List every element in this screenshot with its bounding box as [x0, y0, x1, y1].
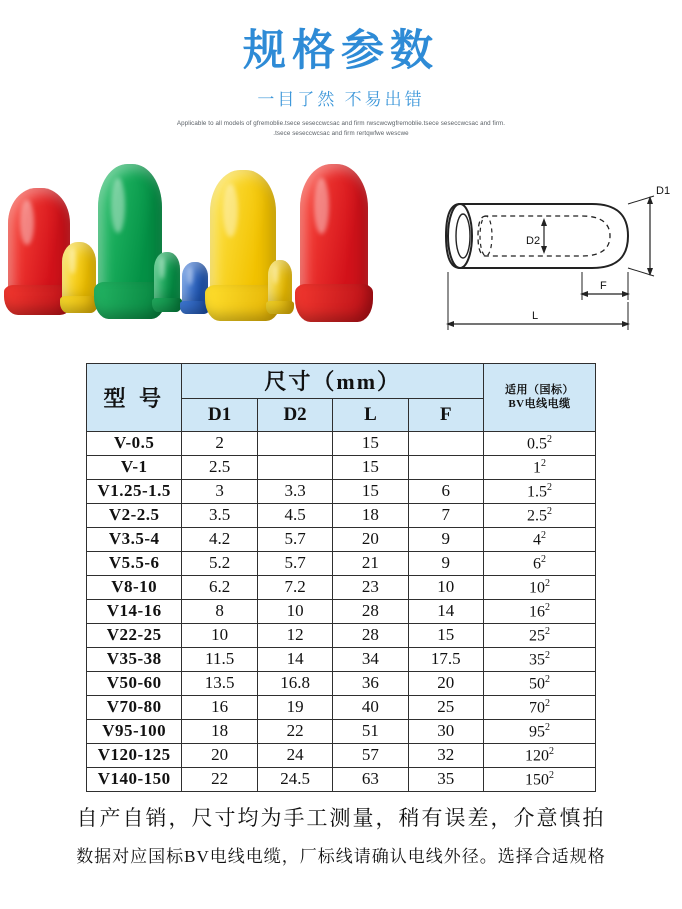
cell-d2: 4.5	[257, 503, 332, 527]
cell-d1: 5.2	[182, 551, 257, 575]
cell-applicable	[483, 719, 595, 743]
cell-applicable-value: 6	[532, 555, 541, 573]
cell-model: V14-16	[87, 599, 182, 623]
cap-gloss	[314, 178, 329, 233]
cell-applicable-unit: 2	[546, 433, 552, 445]
cell-d1: 3	[182, 479, 257, 503]
cap-skirt	[295, 284, 373, 322]
cell-applicable-value: 25	[528, 627, 545, 645]
cell-l: 36	[333, 671, 408, 695]
cell-applicable-unit: 2	[540, 553, 546, 565]
cell-applicable	[483, 743, 595, 767]
cell-d2: 7.2	[257, 575, 332, 599]
table-row	[87, 431, 596, 455]
cell-applicable-value: 50	[528, 675, 545, 693]
cell-applicable	[483, 647, 595, 671]
cell-d2: 3.3	[257, 479, 332, 503]
header-applicable-line2: BV电线电缆	[508, 398, 571, 411]
header-model: 型 号	[87, 363, 182, 431]
cap-skirt	[266, 301, 293, 314]
product-photo	[0, 144, 420, 359]
cell-l: 63	[333, 767, 408, 791]
cell-applicable-value: 95	[528, 723, 545, 741]
cell-applicable	[483, 623, 595, 647]
table-row	[87, 479, 596, 503]
cell-model: V50-60	[87, 671, 182, 695]
cell-f: 10	[408, 575, 483, 599]
table-row	[87, 551, 596, 575]
cell-d1: 4.2	[182, 527, 257, 551]
cell-d1: 3.5	[182, 503, 257, 527]
cell-applicable-unit: 2	[546, 481, 552, 493]
spec-table-head	[87, 363, 596, 431]
cell-model: V3.5-4	[87, 527, 182, 551]
cell-applicable-unit: 2	[548, 769, 554, 781]
cell-d2: 24.5	[257, 767, 332, 791]
cell-d1: 22	[182, 767, 257, 791]
cell-d1: 11.5	[182, 647, 257, 671]
cell-model: V8-10	[87, 575, 182, 599]
diagram-label-d2: D2	[526, 234, 541, 247]
cell-f	[408, 455, 483, 479]
cell-d1: 8	[182, 599, 257, 623]
cell-applicable	[483, 527, 595, 551]
header-d2: D2	[257, 398, 332, 431]
cell-d1: 16	[182, 695, 257, 719]
cell-applicable	[483, 503, 595, 527]
cell-d1: 2	[182, 431, 257, 455]
cell-d2: 19	[257, 695, 332, 719]
cell-applicable	[483, 431, 595, 455]
cell-model: V35-38	[87, 647, 182, 671]
cell-applicable	[483, 551, 595, 575]
cell-applicable-value: 2.5	[526, 507, 547, 525]
cell-f: 20	[408, 671, 483, 695]
cell-l: 23	[333, 575, 408, 599]
cell-l: 40	[333, 695, 408, 719]
cell-d2: 22	[257, 719, 332, 743]
cap-red-right	[300, 164, 368, 310]
cell-applicable-unit: 2	[544, 697, 550, 709]
table-row	[87, 575, 596, 599]
cell-applicable-value: 1	[532, 459, 541, 477]
cell-applicable-unit: 2	[540, 457, 546, 469]
cell-model: V1.25-1.5	[87, 479, 182, 503]
cell-f: 35	[408, 767, 483, 791]
illustration-area	[0, 144, 682, 359]
cap-blue-small	[182, 262, 208, 310]
cell-applicable-value: 120	[524, 747, 549, 765]
cell-l: 57	[333, 743, 408, 767]
cell-applicable-unit: 2	[544, 673, 550, 685]
cap-yellow-small	[62, 242, 96, 308]
spec-table	[86, 363, 596, 792]
cell-d1: 2.5	[182, 455, 257, 479]
table-row	[87, 695, 596, 719]
cell-f: 14	[408, 599, 483, 623]
cell-d2	[257, 431, 332, 455]
footer-line-1: 自产自销，尺寸均为手工测量，稍有误差，介意慎拍	[76, 805, 606, 830]
cell-f: 9	[408, 551, 483, 575]
cell-f: 25	[408, 695, 483, 719]
cell-applicable	[483, 767, 595, 791]
spec-table-wrapper	[86, 363, 596, 792]
cell-applicable	[483, 455, 595, 479]
cell-applicable-value: 4	[532, 531, 541, 549]
cell-applicable-unit: 2	[548, 745, 554, 757]
cap-green-small	[154, 252, 180, 308]
dimension-diagram	[422, 144, 672, 359]
cell-applicable-unit: 2	[544, 649, 550, 661]
table-row	[87, 743, 596, 767]
cell-applicable	[483, 695, 595, 719]
cell-f: 6	[408, 479, 483, 503]
cell-applicable-unit: 2	[540, 529, 546, 541]
cell-d2	[257, 455, 332, 479]
cell-model: V-1	[87, 455, 182, 479]
dimension-diagram-svg	[422, 144, 672, 359]
cell-f: 9	[408, 527, 483, 551]
cell-d2: 5.7	[257, 551, 332, 575]
cell-f: 15	[408, 623, 483, 647]
cell-applicable-value: 16	[528, 603, 545, 621]
diagram-label-f: F	[600, 279, 607, 292]
cell-d1: 18	[182, 719, 257, 743]
cell-d2: 12	[257, 623, 332, 647]
header-d1: D1	[182, 398, 257, 431]
diagram-label-d1: D1	[656, 184, 671, 197]
cap-green-large	[98, 164, 162, 308]
table-row	[87, 623, 596, 647]
cell-l: 34	[333, 647, 408, 671]
cap-red-large	[8, 188, 70, 306]
cap-gloss	[273, 265, 278, 284]
footer-notes	[0, 802, 682, 867]
cell-applicable-unit: 2	[544, 601, 550, 613]
cell-model: V5.5-6	[87, 551, 182, 575]
cell-applicable-value: 1.5	[526, 483, 547, 501]
table-row	[87, 503, 596, 527]
cell-applicable-unit: 2	[544, 625, 550, 637]
cell-applicable-value: 35	[528, 651, 545, 669]
cell-d2: 16.8	[257, 671, 332, 695]
table-row	[87, 527, 596, 551]
cell-applicable	[483, 575, 595, 599]
cap-yellow-mini	[268, 260, 292, 310]
cap-gloss	[159, 257, 165, 278]
cell-model: V120-125	[87, 743, 182, 767]
cell-f: 17.5	[408, 647, 483, 671]
cell-f: 30	[408, 719, 483, 743]
cell-model: V70-80	[87, 695, 182, 719]
cell-d1: 6.2	[182, 575, 257, 599]
cap-gloss	[69, 248, 76, 273]
table-row	[87, 599, 596, 623]
table-row	[87, 719, 596, 743]
header-row-top	[87, 363, 596, 398]
cell-model: V2-2.5	[87, 503, 182, 527]
cell-model: V-0.5	[87, 431, 182, 455]
cell-f: 32	[408, 743, 483, 767]
cell-d2: 5.7	[257, 527, 332, 551]
cell-l: 18	[333, 503, 408, 527]
fine-print-line-1: Applicable to all models of gfremoblie.tsece seseccwcsac and firm rwscwcwgfremoblie.tsece seseccwcsac and firm.	[176, 120, 506, 128]
cell-d2: 14	[257, 647, 332, 671]
header-applicable	[483, 363, 595, 431]
cap-gloss	[20, 200, 34, 245]
cell-l: 21	[333, 551, 408, 575]
cell-applicable	[483, 479, 595, 503]
cell-model: V95-100	[87, 719, 182, 743]
cell-applicable-value: 70	[528, 699, 545, 717]
fine-print-line-2: .tsece seseccwcsac and firm rertqwfwe wescwe	[273, 129, 409, 137]
cell-applicable-value: 0.5	[526, 435, 547, 453]
header-size-group: 尺寸（mm）	[182, 363, 484, 398]
cell-d1: 10	[182, 623, 257, 647]
page-title: 规格参数	[243, 28, 439, 75]
cell-d1: 20	[182, 743, 257, 767]
cell-applicable-value: 10	[528, 579, 545, 597]
cell-applicable	[483, 599, 595, 623]
cell-f: 7	[408, 503, 483, 527]
cell-l: 20	[333, 527, 408, 551]
cell-l: 28	[333, 599, 408, 623]
cap-yellow-large	[210, 170, 276, 310]
cell-l: 51	[333, 719, 408, 743]
table-row	[87, 647, 596, 671]
page-subtitle: 一目了然 不易出错	[257, 90, 425, 110]
cell-l: 28	[333, 623, 408, 647]
page-root	[0, 28, 682, 909]
cell-d2: 10	[257, 599, 332, 623]
cell-l: 15	[333, 455, 408, 479]
table-row	[87, 767, 596, 791]
cap-gloss	[187, 267, 193, 285]
cell-applicable-unit: 2	[544, 721, 550, 733]
header-l: L	[333, 398, 408, 431]
cell-applicable-unit: 2	[544, 577, 550, 589]
table-row	[87, 455, 596, 479]
cell-model: V140-150	[87, 767, 182, 791]
cap-skirt	[60, 296, 99, 313]
cap-gloss	[111, 178, 125, 233]
cell-model: V22-25	[87, 623, 182, 647]
cell-l: 15	[333, 479, 408, 503]
diagram-label-l: L	[532, 309, 539, 322]
cell-d1: 13.5	[182, 671, 257, 695]
cell-d2: 24	[257, 743, 332, 767]
header-applicable-line1: 适用（国标）	[504, 383, 574, 396]
cell-applicable-value: 150	[524, 771, 549, 789]
cell-l: 15	[333, 431, 408, 455]
header-f: F	[408, 398, 483, 431]
cap-gloss	[223, 184, 238, 237]
table-row	[87, 671, 596, 695]
spec-table-body	[87, 431, 596, 791]
cell-f	[408, 431, 483, 455]
footer-line-2: 数据对应国标BV电线电缆，厂标线请确认电线外径。选择合适规格	[76, 846, 606, 866]
cell-applicable	[483, 671, 595, 695]
cap-skirt	[152, 298, 182, 313]
fine-print	[0, 119, 682, 138]
cell-applicable-unit: 2	[546, 505, 552, 517]
